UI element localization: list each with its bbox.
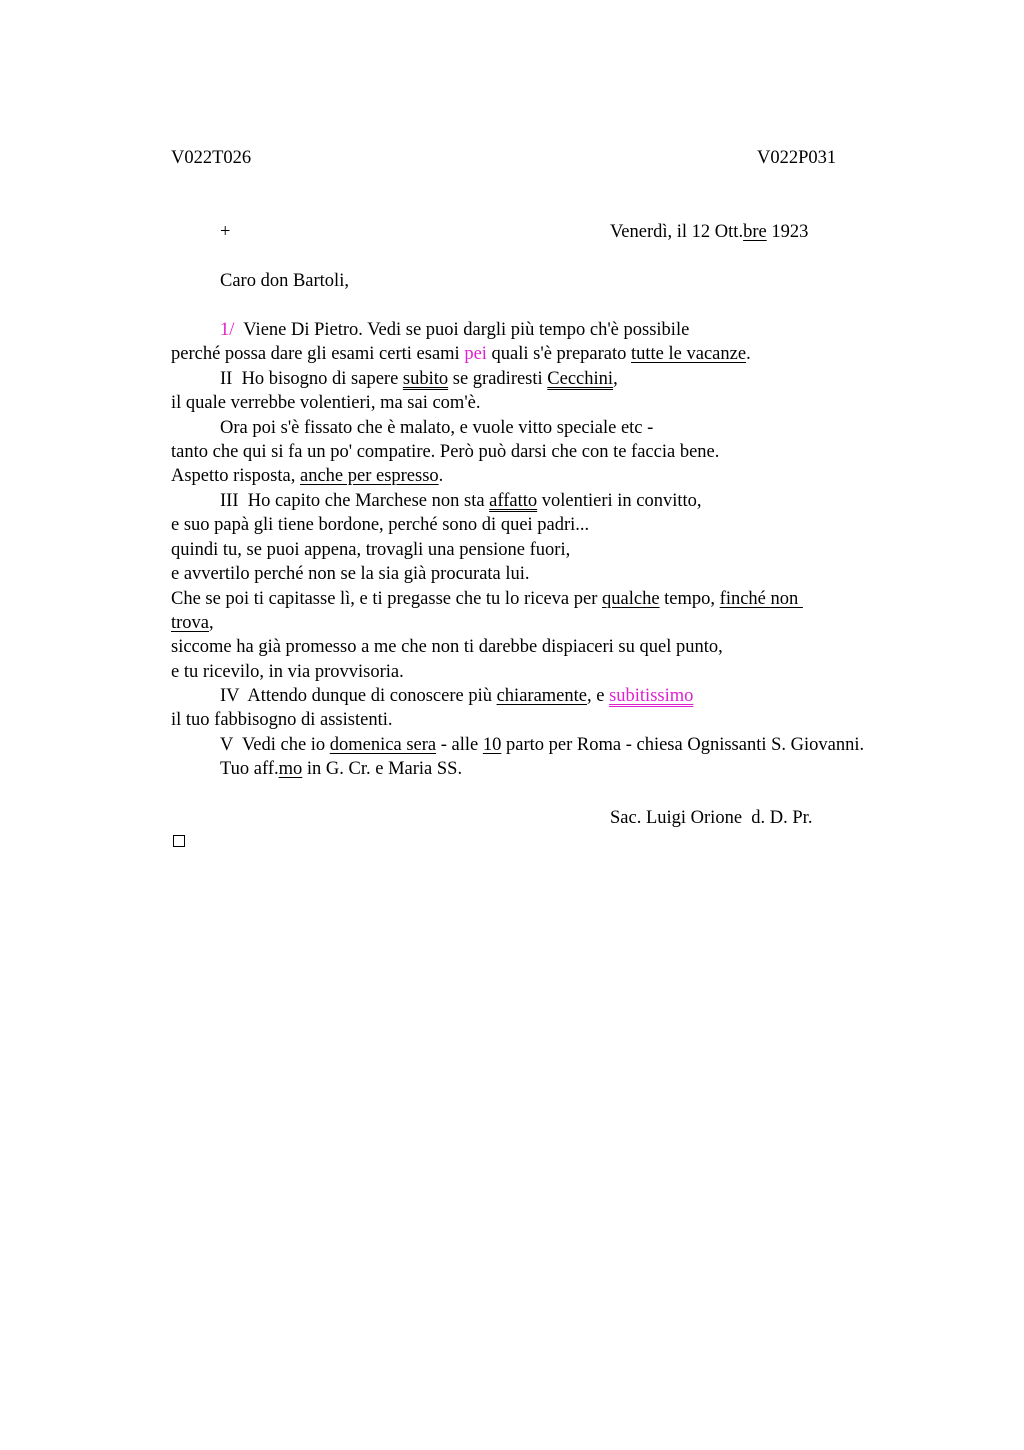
- line-text: Aspetto risposta,: [171, 466, 300, 486]
- cross-mark: +: [220, 222, 231, 242]
- body-line-10: quindi tu, se puoi appena, trovagli una pensione fuori,: [171, 540, 571, 560]
- signature: Sac. Luigi Orione d. D. Pr.: [610, 808, 813, 828]
- underlined-word: subito: [402, 369, 449, 389]
- underlined-word: trova: [171, 613, 210, 633]
- body-line-8: [220, 489, 702, 514]
- body-line-5: Ora poi s'è fissato che è malato, e vuole vitto speciale etc -: [220, 418, 654, 438]
- header-right-code: V022P031: [757, 148, 837, 168]
- closing-line: [220, 757, 462, 782]
- highlight-underlined-word: subitissimo: [609, 686, 694, 706]
- underlined-word: chiaramente: [496, 686, 587, 706]
- body-line-15: e tu ricevilo, in via provvisoria.: [171, 662, 404, 682]
- body-line-9: e suo papà gli tiene bordone, perché sono di quei padri...: [171, 515, 590, 535]
- underlined-word: affatto: [489, 491, 538, 511]
- body-line-16: [220, 684, 693, 709]
- date-text: Venerdì, il 12 Ott.: [610, 222, 744, 242]
- body-line-11: e avvertilo perché non se la sia già procurata lui.: [171, 564, 530, 584]
- letter-date: [610, 220, 808, 245]
- line-text: perché possa dare gli esami certi esami: [171, 344, 465, 364]
- line-text: , e: [586, 686, 610, 706]
- header-left-code: V022T026: [171, 148, 252, 168]
- line-text: .: [746, 344, 751, 364]
- line-text: parto per Roma - chiesa Ognissanti S. Giovanni.: [501, 735, 865, 755]
- underlined-phrase: domenica sera: [329, 735, 437, 755]
- line-text: III Ho capito che Marchese non sta: [220, 491, 490, 511]
- body-line-18: [220, 733, 864, 758]
- underlined-phrase: anche per espresso: [299, 466, 439, 486]
- line-text: IV Attendo dunque di conoscere più: [220, 686, 497, 706]
- line-text: in G. Cr. e Maria SS.: [302, 759, 463, 779]
- body-line-7: [171, 464, 443, 489]
- line-text: ,: [209, 613, 214, 633]
- line-text: - alle: [436, 735, 483, 755]
- date-year: 1923: [766, 222, 809, 242]
- underlined-word: qualche: [602, 589, 660, 609]
- line-text: Che se poi ti capitasse lì, e ti pregasse che tu lo riceva per: [171, 589, 603, 609]
- line-text: ,: [613, 369, 618, 389]
- salutation: Caro don Bartoli,: [220, 271, 349, 291]
- end-box-icon: [173, 835, 185, 847]
- line-text: Tuo aff.: [220, 759, 279, 779]
- body-line-1: [220, 318, 689, 343]
- line-text: Viene Di Pietro. Vedi se puoi dargli più tempo ch'è possibile: [234, 320, 690, 340]
- body-line-6: tanto che qui si fa un po' compatire. Però può darsi che con te faccia bene.: [171, 442, 720, 462]
- line-text: quali s'è preparato: [486, 344, 632, 364]
- line-text: II Ho bisogno di sapere: [220, 369, 403, 389]
- underlined-phrase: finché non: [719, 589, 803, 609]
- line-text: tempo,: [659, 589, 720, 609]
- line-text: se gradiresti: [448, 369, 548, 389]
- body-line-17: il tuo fabbisogno di assistenti.: [171, 710, 393, 730]
- underlined-name: Cecchini: [547, 369, 614, 389]
- body-line-14: siccome ha già promesso a me che non ti darebbe dispiaceri su quel punto,: [171, 637, 723, 657]
- point-number: 1/: [220, 320, 235, 340]
- date-underlined: bre: [743, 222, 767, 242]
- body-line-13: [171, 611, 214, 636]
- highlight-word: pei: [464, 344, 487, 364]
- line-text: volentieri in convitto,: [537, 491, 702, 511]
- body-line-3: [220, 367, 618, 392]
- underlined-abbrev: mo: [278, 759, 303, 779]
- line-text: .: [438, 466, 444, 486]
- underlined-number: 10: [482, 735, 502, 755]
- body-line-4: il quale verrebbe volentieri, ma sai com'è.: [171, 393, 481, 413]
- body-line-2: [171, 342, 751, 367]
- line-text: V Vedi che io: [220, 735, 330, 755]
- body-line-12: [171, 587, 803, 612]
- underlined-phrase: tutte le vacanze: [631, 344, 747, 364]
